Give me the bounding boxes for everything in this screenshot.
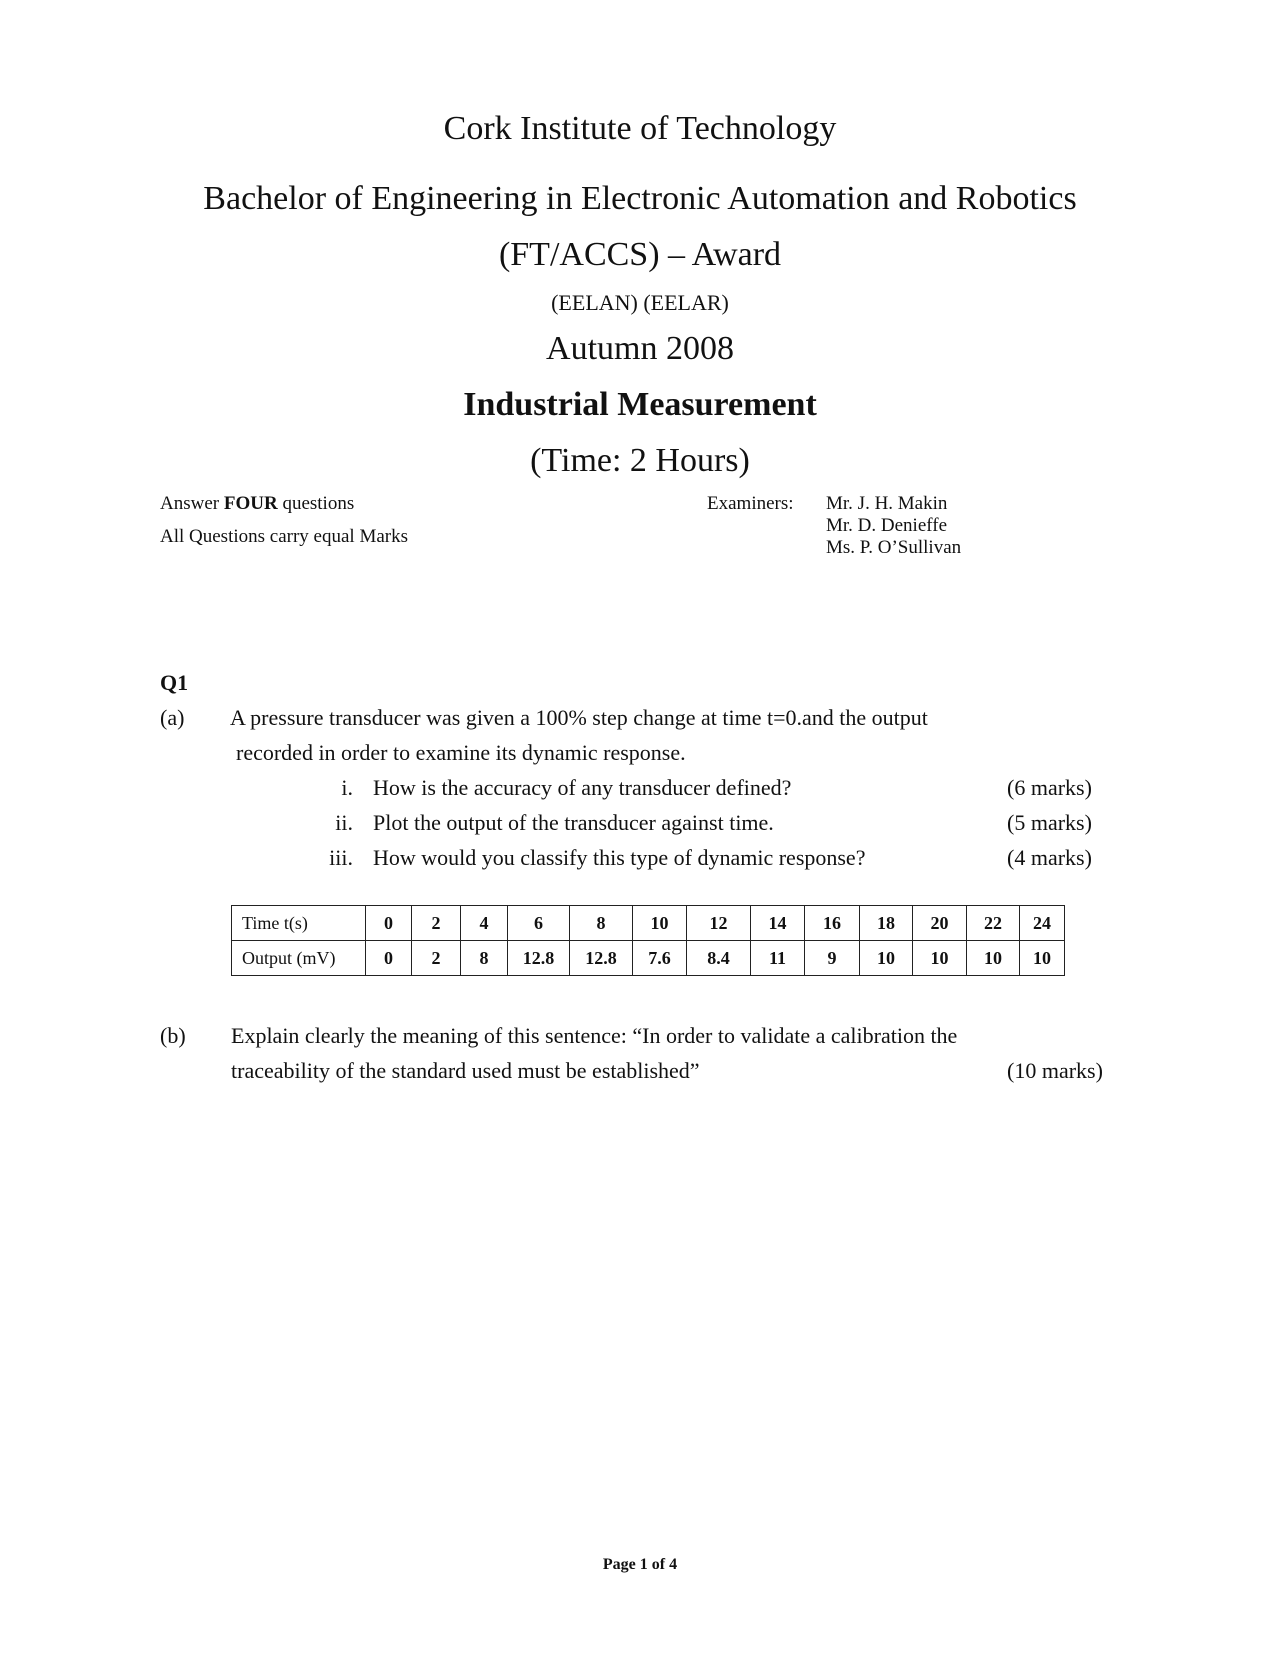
time-cell: 4	[461, 906, 508, 941]
award-title: (FT/ACCS) – Award	[498, 236, 782, 273]
time-cell: 20	[913, 906, 967, 941]
table-row	[232, 906, 1065, 941]
subquestion-marks: (4 marks)	[1007, 845, 1092, 870]
part-b-text-line1: Explain clearly the meaning of this sentence: “In order to validate a calibration the	[231, 1023, 958, 1048]
page-number: Page 1 of 4	[602, 1556, 678, 1573]
examiners-label: Examiners:	[707, 493, 794, 514]
output-cell: 10	[860, 941, 913, 976]
output-cell: 10	[967, 941, 1020, 976]
subquestion-marks: (5 marks)	[1007, 810, 1092, 835]
time-cell: 12	[687, 906, 751, 941]
answer-instruction	[160, 493, 354, 515]
time-cell: 10	[633, 906, 687, 941]
exam-duration: (Time: 2 Hours)	[530, 442, 750, 479]
output-cell: 11	[751, 941, 805, 976]
subquestion-number: i.	[341, 775, 353, 800]
output-cell: 10	[1020, 941, 1065, 976]
part-b-text-line2: traceability of the standard used must be established”	[231, 1058, 700, 1083]
row-header-time: Time t(s)	[232, 906, 366, 941]
answer-prefix: Answer	[160, 493, 224, 514]
output-cell: 2	[412, 941, 461, 976]
subject-title: Industrial Measurement	[463, 386, 817, 423]
subquestion-marks: (6 marks)	[1007, 775, 1092, 800]
subquestion-text: How is the accuracy of any transducer defined?	[373, 775, 792, 800]
time-cell: 16	[805, 906, 860, 941]
subquestion-number: ii.	[335, 810, 353, 835]
table-row	[232, 941, 1065, 976]
output-cell: 9	[805, 941, 860, 976]
exam-session: Autumn 2008	[546, 330, 734, 367]
question-label: Q1	[160, 670, 189, 695]
output-cell: 12.8	[508, 941, 570, 976]
output-cell: 12.8	[570, 941, 633, 976]
institution-title: Cork Institute of Technology	[443, 110, 837, 147]
output-cell: 0	[366, 941, 412, 976]
time-cell: 0	[366, 906, 412, 941]
subquestion-text: How would you classify this type of dynamic response?	[373, 845, 866, 870]
time-cell: 8	[570, 906, 633, 941]
output-cell: 8	[461, 941, 508, 976]
part-b-label: (b)	[160, 1023, 186, 1048]
part-a-text-line1: A pressure transducer was given a 100% step change at time t=0.and the output	[230, 705, 928, 730]
programme-title: Bachelor of Engineering in Electronic Automation and Robotics	[203, 180, 1077, 217]
examiner-name: Ms. P. O’Sullivan	[826, 537, 962, 558]
examiner-name: Mr. D. Denieffe	[826, 515, 948, 536]
time-cell: 22	[967, 906, 1020, 941]
answer-suffix: questions	[277, 493, 355, 514]
time-cell: 24	[1020, 906, 1065, 941]
part-a-text-line2: recorded in order to examine its dynamic response.	[236, 740, 686, 765]
equal-marks-instruction: All Questions carry equal Marks	[160, 526, 408, 547]
output-cell: 10	[913, 941, 967, 976]
time-cell: 6	[508, 906, 570, 941]
part-a-label: (a)	[160, 705, 185, 730]
row-header-output: Output (mV)	[232, 941, 366, 976]
examiner-name: Mr. J. H. Makin	[826, 493, 948, 514]
output-cell: 8.4	[687, 941, 751, 976]
time-cell: 2	[412, 906, 461, 941]
step-response-table	[231, 905, 1065, 976]
part-b-marks: (10 marks)	[1007, 1058, 1103, 1083]
time-cell: 14	[751, 906, 805, 941]
answer-count: FOUR	[223, 493, 278, 514]
subquestion-text: Plot the output of the transducer against time.	[373, 810, 774, 835]
time-cell: 18	[860, 906, 913, 941]
course-codes: (EELAN) (EELAR)	[551, 290, 729, 315]
subquestion-number: iii.	[329, 845, 353, 870]
output-cell: 7.6	[633, 941, 687, 976]
